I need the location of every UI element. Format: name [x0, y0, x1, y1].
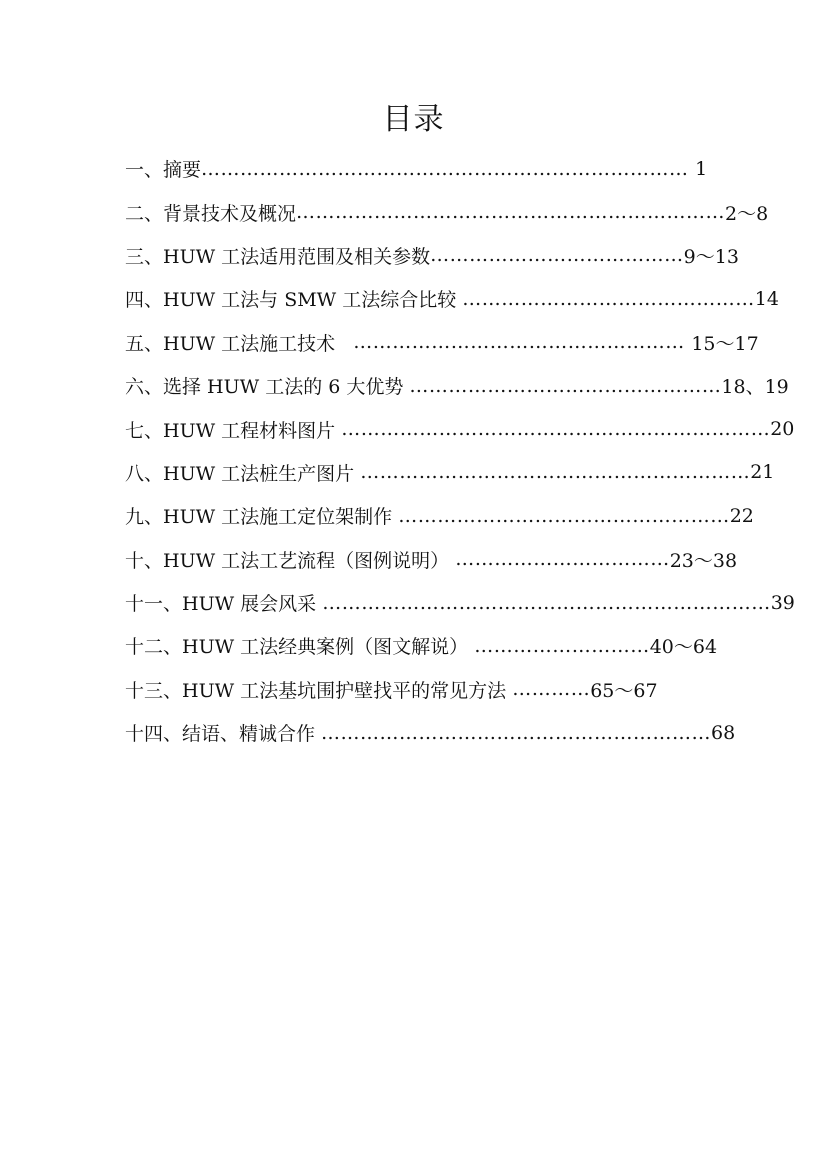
toc-page-number: 39 — [770, 591, 795, 614]
toc-title: 目录 — [382, 102, 445, 137]
toc-leader-dots: …………………………………………………………… — [322, 591, 771, 614]
toc-entry — [125, 451, 775, 494]
toc-list — [125, 147, 795, 754]
toc-entry — [125, 668, 685, 711]
toc-page-number: 65～67 — [590, 679, 658, 702]
toc-entry-label: 四、HUW 工法与 SMW 工法综合比较 — [125, 289, 463, 312]
toc-entry-label: 五、HUW 工法施工技术 — [125, 332, 354, 355]
toc-leader-dots: …………………………………………………… — [360, 461, 751, 484]
toc-entry — [125, 624, 718, 667]
toc-page-number: 20 — [770, 418, 795, 441]
toc-leader-dots: …………………………… — [455, 548, 670, 571]
toc-entry-label: 七、HUW 工程材料图片 — [125, 419, 342, 442]
toc-page-number: 22 — [729, 504, 754, 527]
toc-entry — [125, 711, 736, 754]
toc-leader-dots: ……………………… — [474, 634, 650, 657]
toc-entry-label: 十一、HUW 展会风采 — [125, 593, 323, 616]
toc-leader-dots: ………… — [512, 678, 591, 701]
toc-entry — [125, 494, 754, 537]
toc-leader-dots: …………………………………………… — [353, 331, 692, 354]
toc-entry-label: 二、背景技术及概况 — [125, 202, 297, 225]
toc-entry-label: 十、HUW 工法工艺流程（图例说明） — [125, 549, 456, 572]
toc-page-number: 18、19 — [721, 376, 789, 399]
toc-entry-label: 八、HUW 工法桩生产图片 — [125, 462, 361, 485]
toc-leader-dots: ………………………………………………………… — [341, 418, 771, 441]
toc-page-number: 2～8 — [725, 202, 769, 225]
toc-entry-label: 六、选择 HUW 工法的 6 大优势 — [125, 376, 410, 399]
toc-page-number: 21 — [750, 461, 775, 484]
toc-entry-label: 十四、结语、精诚合作 — [125, 723, 322, 746]
toc-entry — [125, 147, 708, 190]
toc-entry — [125, 234, 739, 277]
toc-page-number: 15～17 — [691, 332, 759, 355]
toc-entry-label: 三、HUW 工法适用范围及相关参数 — [125, 245, 431, 268]
toc-entry — [125, 277, 779, 320]
toc-page-number: 40～64 — [649, 636, 718, 659]
toc-entry-label: 九、HUW 工法施工定位架制作 — [125, 506, 399, 529]
toc-entry — [125, 321, 759, 364]
toc-entry — [125, 407, 795, 450]
toc-leader-dots: …………………………………………… — [398, 504, 730, 527]
toc-leader-dots: ………………………………………… — [409, 374, 722, 397]
toc-page-number: 14 — [754, 287, 779, 310]
toc-page-number: 1 — [695, 157, 708, 180]
toc-page-number: 23～38 — [669, 549, 738, 572]
toc-page-number: 68 — [711, 721, 736, 744]
toc-leader-dots: …………………………………………………… — [321, 721, 712, 744]
toc-entry — [125, 364, 789, 407]
toc-entry-label: 十二、HUW 工法经典案例（图文解说） — [125, 636, 475, 659]
toc-entry-label: 十三、HUW 工法基坑围护壁找平的常见方法 — [125, 679, 513, 702]
toc-page-number: 9～13 — [683, 245, 739, 268]
toc-entry — [125, 538, 738, 581]
toc-entry — [125, 581, 795, 624]
toc-entry — [125, 190, 769, 233]
toc-leader-dots: ……………………………………… — [462, 287, 755, 310]
toc-entry-label: 一、摘要 — [125, 159, 202, 182]
toc-leader-dots: ………………………………………………………………… — [201, 157, 696, 180]
toc-leader-dots: ………………………………… — [430, 244, 684, 267]
toc-leader-dots: ………………………………………………………… — [296, 201, 726, 224]
